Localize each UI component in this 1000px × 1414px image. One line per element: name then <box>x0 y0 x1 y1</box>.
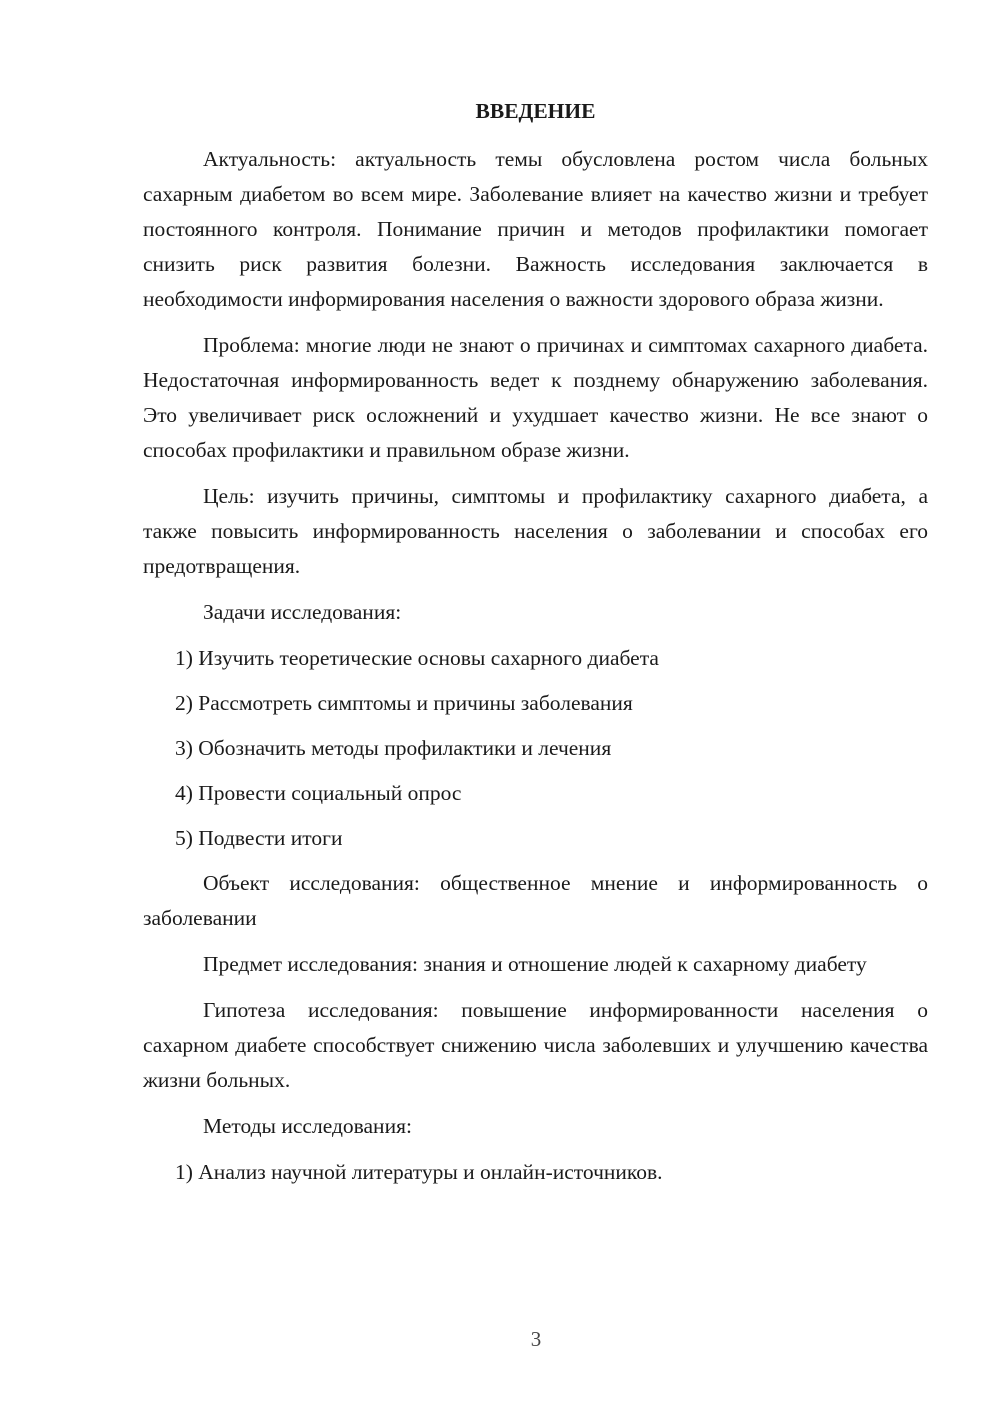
paragraph-relevance: Актуальность: актуальность темы обусловлена ростом числа больных сахарным диабетом во всем мире. Заболевание влияет на качество жизни и требует постоянного контроля. Понимание причин и методов профилактики помогает снизить риск развития болезни. Важность исследования заключается в необходимости информирования населения о важности здорового образа жизни. <box>143 147 928 311</box>
list-item: 2) Рассмотреть симптомы и причины заболевания <box>175 691 633 715</box>
list-item: 4) Провести социальный опрос <box>175 781 462 805</box>
list-item: 1) Изучить теоретические основы сахарного диабета <box>175 646 659 670</box>
page-number: 3 <box>530 1327 542 1351</box>
methods-list <box>143 1155 928 1190</box>
section-title: ВВЕДЕНИЕ <box>475 99 596 123</box>
paragraph-goal: Цель: изучить причины, симптомы и профилактику сахарного диабета, а также повысить информированность населения о заболевании и способах его предотвращения. <box>143 484 928 578</box>
methods-heading: Методы исследования: <box>203 1114 412 1138</box>
paragraph-problem: Проблема: многие люди не знают о причинах и симптомах сахарного диабета. Недостаточная информированность ведет к позднему обнаружению заболевания. Это увеличивает риск осложнений и ухудшает качество жизни. Не все знают о способах профилактики и правильном образе жизни. <box>143 333 928 462</box>
list-item: 1) Анализ научной литературы и онлайн-источников. <box>175 1160 663 1184</box>
paragraph-object: Объект исследования: общественное мнение и информированность о заболевании <box>143 871 928 930</box>
page-content <box>143 94 928 1200</box>
tasks-list <box>143 641 928 856</box>
list-item: 5) Подвести итоги <box>175 826 343 850</box>
tasks-heading: Задачи исследования: <box>203 600 402 624</box>
paragraph-subject: Предмет исследования: знания и отношение людей к сахарному диабету <box>203 952 867 976</box>
list-item: 3) Обозначить методы профилактики и лечения <box>175 736 612 760</box>
paragraph-hypothesis: Гипотеза исследования: повышение информированности населения о сахарном диабете способствует снижению числа заболевших и улучшению качества жизни больных. <box>143 998 928 1092</box>
